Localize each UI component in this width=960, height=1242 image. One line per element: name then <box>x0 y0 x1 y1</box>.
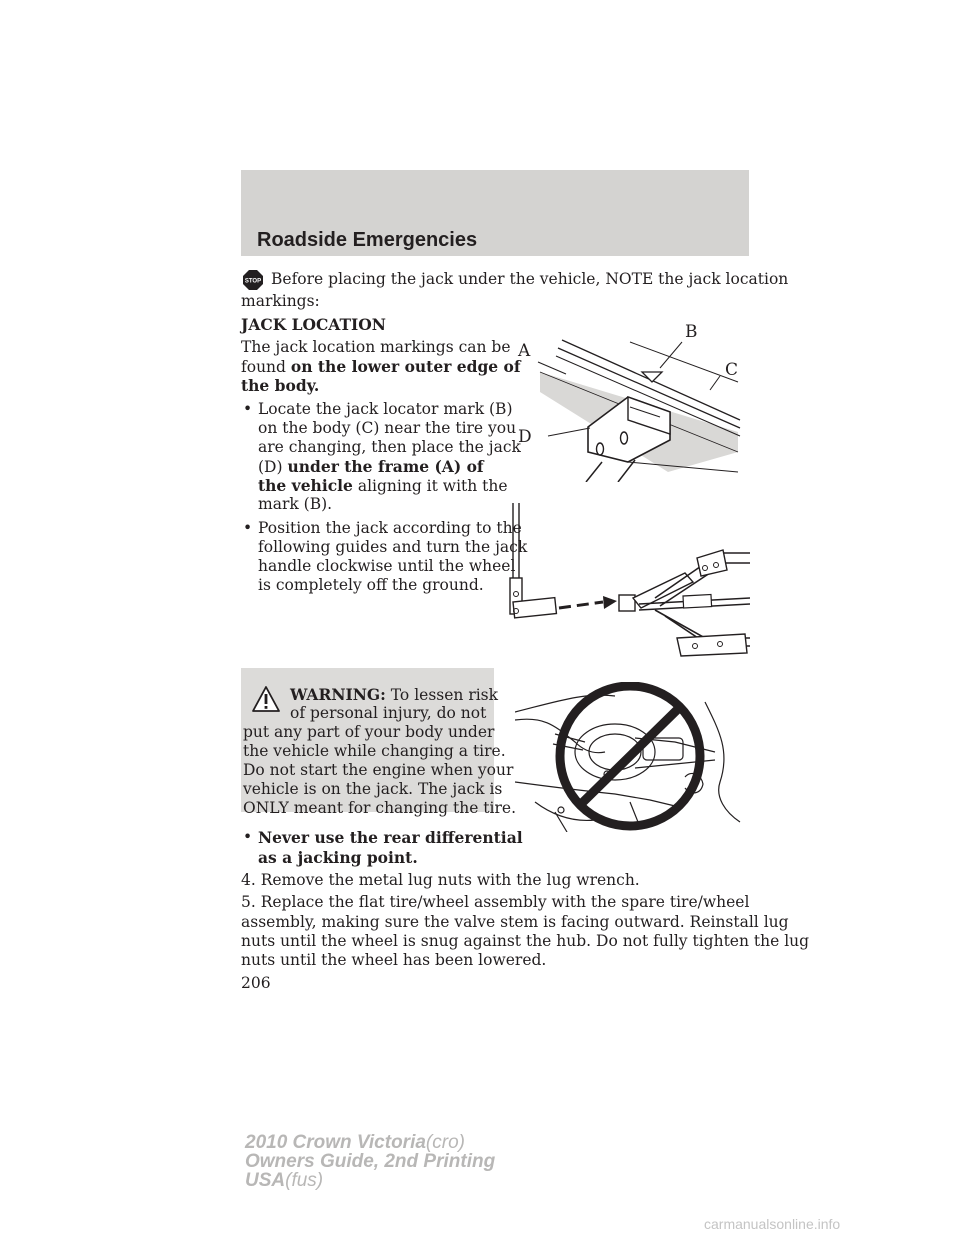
bullet-marker: • <box>243 828 253 846</box>
warning-line-4: the vehicle while changing a tire. <box>243 742 506 760</box>
watermark-link[interactable]: carmanualsonline.info <box>704 1216 841 1232</box>
page-number: 206 <box>241 974 271 992</box>
warning-line-6: vehicle is on the jack. The jack is <box>243 780 503 798</box>
locate-line-5: the vehicle aligning it with the <box>258 476 508 495</box>
step-5-line-2: assembly, making sure the valve stem is facing outward. Reinstall lug <box>241 913 789 931</box>
label-d: D <box>518 427 532 447</box>
label-a: A <box>518 341 531 361</box>
jack-location-heading: JACK LOCATION <box>241 315 386 334</box>
step-5-line-4: nuts until the wheel has been lowered. <box>241 951 547 969</box>
warning-line-7: ONLY meant for changing the tire. <box>243 799 516 817</box>
jack-handle-diagram <box>505 498 750 662</box>
no-rear-differential-diagram <box>515 682 750 832</box>
jack-location-text-3: the body. <box>241 376 320 395</box>
jack-location-text-2: found on the lower outer edge of <box>241 357 521 376</box>
intro-line-2: markings: <box>241 292 320 310</box>
label-c: C <box>725 360 739 380</box>
warning-line-3: put any part of your body under <box>243 723 495 741</box>
warning-triangle-icon <box>252 686 280 712</box>
jack-location-text-1: The jack location markings can be <box>241 338 511 356</box>
intro-line-1: Before placing the jack under the vehicle, NOTE the jack location <box>271 270 789 288</box>
locate-line-1: Locate the jack locator mark (B) <box>258 400 513 418</box>
stop-sign-icon <box>243 270 263 290</box>
locate-line-3: are changing, then place the jack <box>258 438 521 456</box>
bullet-marker: • <box>243 400 253 418</box>
position-line-3: handle clockwise until the wheel <box>258 557 516 575</box>
locate-line-2: on the body (C) near the tire you <box>258 419 517 437</box>
label-b: B <box>685 322 698 342</box>
section-title: Roadside Emergencies <box>257 229 478 251</box>
document-footer: 2010 Crown Victoria(cro) Owners Guide, 2nd Printing USA(fus) <box>245 1132 496 1191</box>
warning-line-5: Do not start the engine when your <box>243 761 514 779</box>
never-line-2: as a jacking point. <box>258 848 418 867</box>
position-line-2: following guides and turn the jack <box>258 538 528 556</box>
svg-text:STOP: STOP <box>244 278 262 285</box>
locate-line-6: mark (B). <box>258 495 333 513</box>
position-line-1: Position the jack according to the <box>258 519 522 537</box>
step-5-line-1: 5. Replace the flat tire/wheel assembly with the spare tire/wheel <box>241 893 750 911</box>
never-line-1: Never use the rear differential <box>258 828 523 847</box>
jack-location-diagram <box>510 312 750 482</box>
position-line-4: is completely off the ground. <box>258 576 484 594</box>
step-5-line-3: nuts until the wheel is snug against the hub. Do not fully tighten the lug <box>241 932 810 950</box>
bullet-marker: • <box>243 519 253 537</box>
locate-line-4: (D) under the frame (A) of <box>258 457 484 476</box>
warning-line-1: WARNING: To lessen risk <box>290 685 499 704</box>
warning-line-2: of personal injury, do not <box>290 704 487 722</box>
step-4: 4. Remove the metal lug nuts with the lug wrench. <box>241 871 640 889</box>
